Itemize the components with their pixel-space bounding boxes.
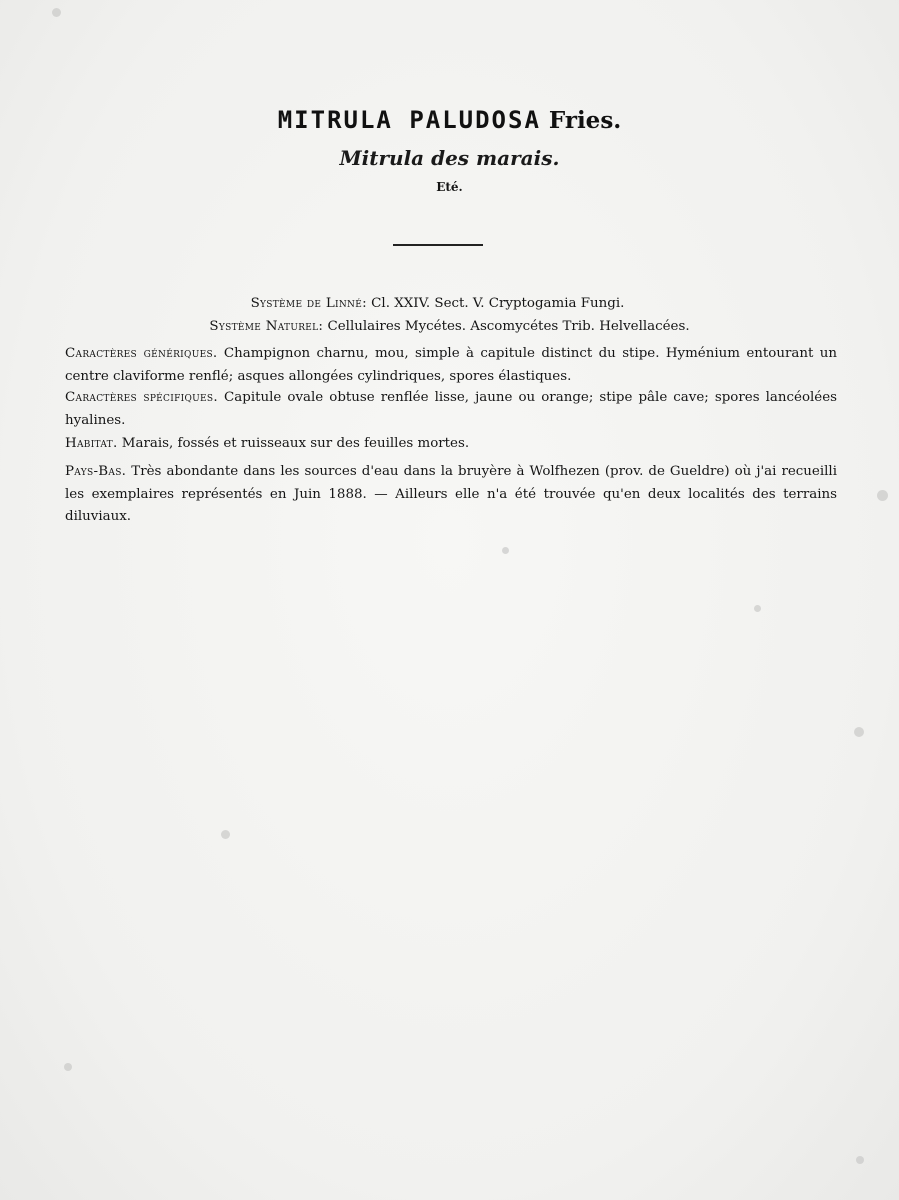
linne-system-line xyxy=(0,296,887,311)
naturel-label: Système Naturel: xyxy=(209,319,324,334)
paper-speck xyxy=(754,605,761,612)
specific-characters-label: Caractères spécifiques. xyxy=(65,390,218,405)
paper-speck xyxy=(64,1063,72,1071)
generic-characters-text: Champignon charnu, mou, simple à capitule distinct du stipe. Hyménium entourant un centre claviforme renflé; asques allongées cylindriques, spores élastiques. xyxy=(65,346,837,384)
common-name: Mitrula des marais. xyxy=(339,146,560,170)
paper-speck xyxy=(877,490,888,501)
species-author: Fries. xyxy=(548,107,622,134)
naturel-text: Cellulaires Mycétes. Ascomycétes Trib. Helvellacées. xyxy=(327,319,690,334)
paper-speck xyxy=(856,1156,864,1164)
paysbas-label: Pays-Bas. xyxy=(65,464,127,479)
paper-speck xyxy=(221,830,230,839)
paper-speck xyxy=(854,727,864,737)
naturel-system-line xyxy=(0,319,899,334)
specific-characters-text: Capitule ovale obtuse renflée lisse, jaune ou orange; stipe pâle cave; spores lancéolées hyalines. xyxy=(65,390,838,428)
species-name: MITRULA PALUDOSA xyxy=(277,106,541,134)
generic-characters-paragraph xyxy=(65,343,837,388)
habitat-label: Habitat. xyxy=(65,436,118,451)
page-title xyxy=(0,106,899,134)
paysbas-text: Très abondante dans les sources d'eau dans la bruyère à Wolfhezen (prov. de Gueldre) où j'ai recueilli les exemplaires représentés en Juin 1888. — Ailleurs elle n'a été trouvée qu'en deux localités des terrains diluviaux. xyxy=(65,464,837,524)
generic-characters-label: Caractères génériques. xyxy=(65,346,218,361)
habitat-text: Marais, fossés et ruisseaux sur des feuilles mortes. xyxy=(121,436,470,451)
habitat-paragraph xyxy=(65,433,837,456)
linne-label: Système de Linné: xyxy=(250,296,367,311)
paper-speck xyxy=(52,8,61,17)
specific-characters-paragraph xyxy=(65,387,837,432)
paper-speck xyxy=(502,547,509,554)
season-label: Eté. xyxy=(436,180,463,194)
linne-text: Cl. XXIV. Sect. V. Cryptogamia Fungi. xyxy=(371,296,625,311)
paysbas-paragraph xyxy=(65,461,837,529)
divider-rule xyxy=(393,244,483,246)
